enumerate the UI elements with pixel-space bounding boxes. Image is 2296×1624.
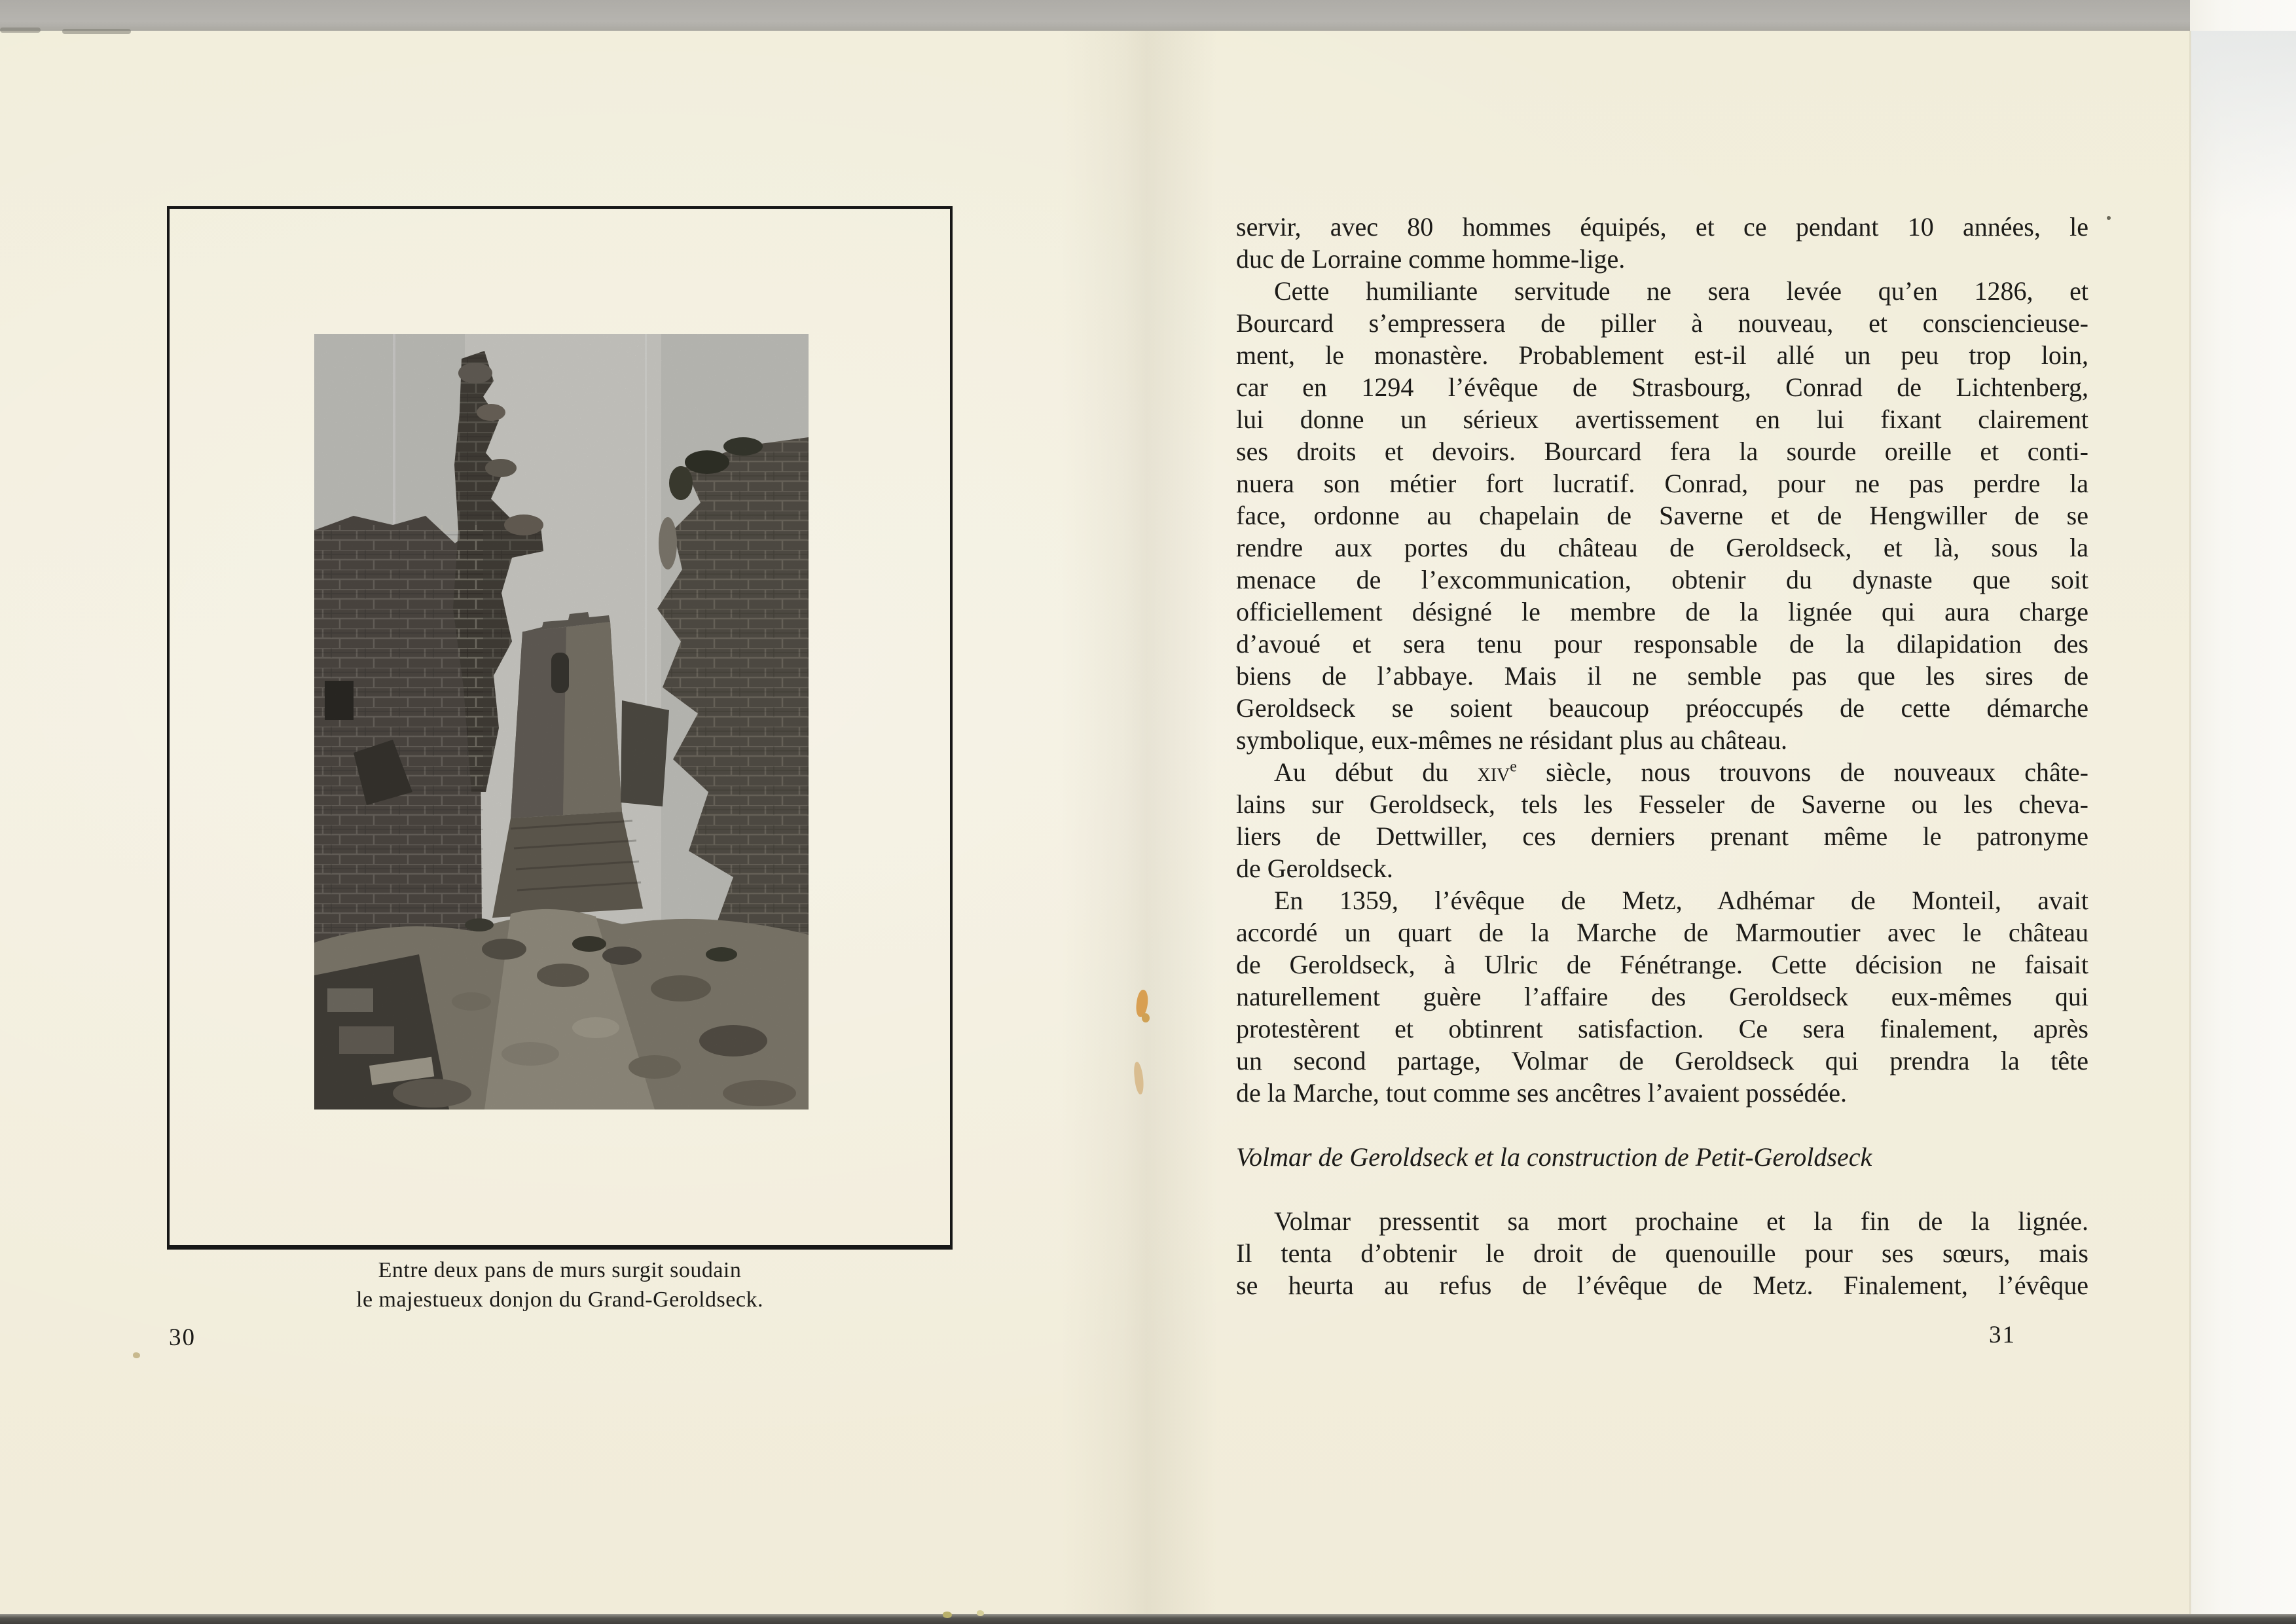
text-line: Cette humiliante servitude ne sera levée qu’en 1286, et: [1274, 276, 2088, 306]
text-line: de Geroldseck.: [1236, 854, 1393, 883]
text-line: face, ordonne au chapelain de Saverne et de Hengwiller de se: [1236, 501, 2088, 530]
scanner-top-band: [0, 0, 2296, 31]
text-line: naturellement guère l’affaire des Geroldseck eux-mêmes qui: [1236, 982, 2088, 1011]
text-line: Volmar pressentit sa mort prochaine et la fin de la lignée.: [1274, 1206, 2088, 1236]
text-line: lui donne un sérieux avertissement en lui fixant clairement: [1236, 405, 2088, 434]
text-line: accordé un quart de la Marche de Marmoutier avec le château: [1236, 918, 2088, 947]
paper-fleck: [1142, 1013, 1150, 1022]
text-line: servir, avec 80 hommes équipés, et ce pendant 10 années, le: [1236, 212, 2088, 242]
text-line: lains sur Geroldseck, tels les Fesseler de Saverne ou les cheva-: [1236, 789, 2088, 819]
text-line: protestèrent et obtinrent satisfaction. Ce sera finalement, après: [1236, 1014, 2088, 1043]
text-line: duc de Lorraine comme homme-lige.: [1236, 244, 1626, 274]
text-line: officiellement désigné le membre de la lignée qui aura charge: [1236, 597, 2088, 626]
section-heading: Volmar de Geroldseck et la construction de Petit-Geroldseck: [1236, 1142, 1872, 1172]
page-edge-line: [2189, 31, 2191, 1624]
paper-fleck: [943, 1612, 952, 1618]
book-gutter-shadow: [1061, 31, 1218, 1614]
page-edge-shadow: [2190, 31, 2296, 221]
text-line: un second partage, Volmar de Geroldseck qui prendra la tête: [1236, 1046, 2088, 1075]
castle-ruins-photo: [314, 334, 809, 1110]
text-line: rendre aux portes du château de Geroldseck, et là, sous la: [1236, 533, 2088, 562]
text-line: car en 1294 l’évêque de Strasbourg, Conrad de Lichtenberg,: [1236, 372, 2088, 402]
text-line: d’avoué et sera tenu pour responsable de la dilapidation des: [1236, 629, 2088, 659]
page-number-right: 31: [1989, 1322, 2016, 1348]
text-line: symbolique, eux-mêmes ne résidant plus au château.: [1236, 725, 1787, 755]
text-line: menace de l’excommunication, obtenir du dynaste que soit: [1236, 565, 2088, 594]
text-line: ment, le monastère. Probablement est-il allé un peu trop loin,: [1236, 340, 2088, 370]
text-line: nuera son métier fort lucratif. Conrad, pour ne pas perdre la: [1236, 469, 2088, 498]
photo-caption: [167, 1255, 953, 1314]
page-edge-strip: [2190, 0, 2296, 1624]
text-line: de la Marche, tout comme ses ancêtres l’avaient possédée.: [1236, 1078, 1847, 1108]
text-line: ses droits et devoirs. Bourcard fera la sourde oreille et conti-: [1236, 437, 2088, 466]
text-line: Au début du xiv$^e$ siècle, nous trouvons de nouveaux châte-: [1274, 757, 2088, 787]
text-line: biens de l’abbaye. Mais il ne semble pas que les sires de: [1236, 661, 2088, 691]
scan-smudge: [62, 29, 131, 34]
caption-line-2: le majestueux donjon du Grand-Geroldseck.: [356, 1288, 763, 1312]
text-line: liers de Dettwiller, ces derniers prenant même le patronyme: [1236, 821, 2088, 851]
paper-fleck: [977, 1610, 984, 1616]
text-line: de Geroldseck, à Ulric de Fénétrange. Cette décision ne faisait: [1236, 950, 2088, 979]
paper-fleck: [133, 1352, 140, 1358]
photo-frame: [167, 206, 953, 1250]
castle-ruins-illustration: [314, 334, 809, 1110]
scan-smudge: [0, 27, 41, 33]
caption-line-1: Entre deux pans de murs surgit soudain: [378, 1258, 742, 1282]
text-line: Il tenta d’obtenir le droit de quenouille pour ses sœurs, mais: [1236, 1238, 2088, 1268]
body-text-lines: [1236, 211, 2088, 1301]
page-number-left: 30: [169, 1324, 196, 1351]
text-line: En 1359, l’évêque de Metz, Adhémar de Monteil, avait: [1274, 886, 2088, 915]
text-line: Bourcard s’empressera de piller à nouveau, et consciencieuse-: [1236, 308, 2088, 338]
scanner-bottom-band: [0, 1614, 2296, 1624]
text-line: Geroldseck se soient beaucoup préoccupés de cette démarche: [1236, 693, 2088, 723]
paper-speck: [2107, 216, 2111, 220]
text-line: se heurta au refus de l’évêque de Metz. Finalement, l’évêque: [1236, 1271, 2088, 1300]
